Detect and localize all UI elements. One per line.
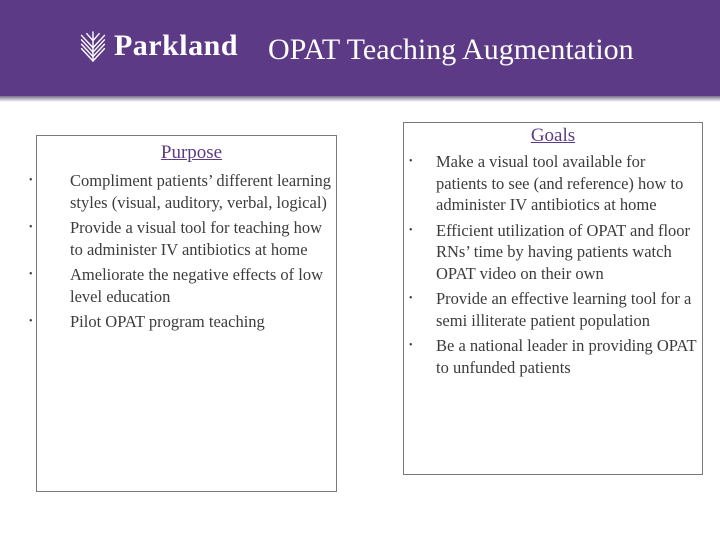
list-item [29,311,336,333]
goals-panel [403,122,703,475]
bullet-icon: • [29,269,33,280]
logo-text: Parkland [113,29,238,62]
bullet-icon: • [409,293,413,304]
header-bar [0,0,720,96]
list-item-text: Efficient utilization of OPAT and floor RNs’ time by having patients watch OPAT video on their own [436,220,691,283]
list-item-text: Provide a visual tool for teaching how to administer IV antibiotics at home [70,218,323,259]
bullet-icon: • [409,224,413,236]
list-item [29,264,336,307]
list-item [29,170,336,213]
bullet-icon: • [409,156,413,167]
list-item-text: Pilot OPAT program teaching [70,312,265,331]
goals-heading: Goals [530,125,576,146]
purpose-heading: Purpose [160,142,223,163]
purpose-panel [29,135,337,492]
list-item-text: Provide an effective learning tool for a semi illiterate patient population [436,289,692,330]
list-item [29,217,336,260]
bullet-icon: • [29,175,33,186]
header-shadow [0,96,720,102]
parkland-leaf-icon [78,26,108,66]
list-item [404,335,702,378]
purpose-list [29,170,336,333]
bullet-icon: • [29,222,33,233]
bullet-icon: • [29,316,33,327]
goals-list [404,151,702,378]
page-title: OPAT Teaching Augmentation [268,33,634,66]
list-item-text: Make a visual tool available for patients to see (and reference) how to administer IV antibiotics at home [436,152,684,214]
list-item [404,220,702,285]
list-item [404,151,702,216]
list-item-text: Compliment patients’ different learning styles (visual, auditory, verbal, logical) [70,171,332,212]
list-item-text: Ameliorate the negative effects of low level education [70,265,324,306]
parkland-logo [78,24,238,68]
bullet-icon: • [409,340,413,351]
list-item-text: Be a national leader in providing OPAT to unfunded patients [436,336,697,377]
list-item [404,288,702,331]
